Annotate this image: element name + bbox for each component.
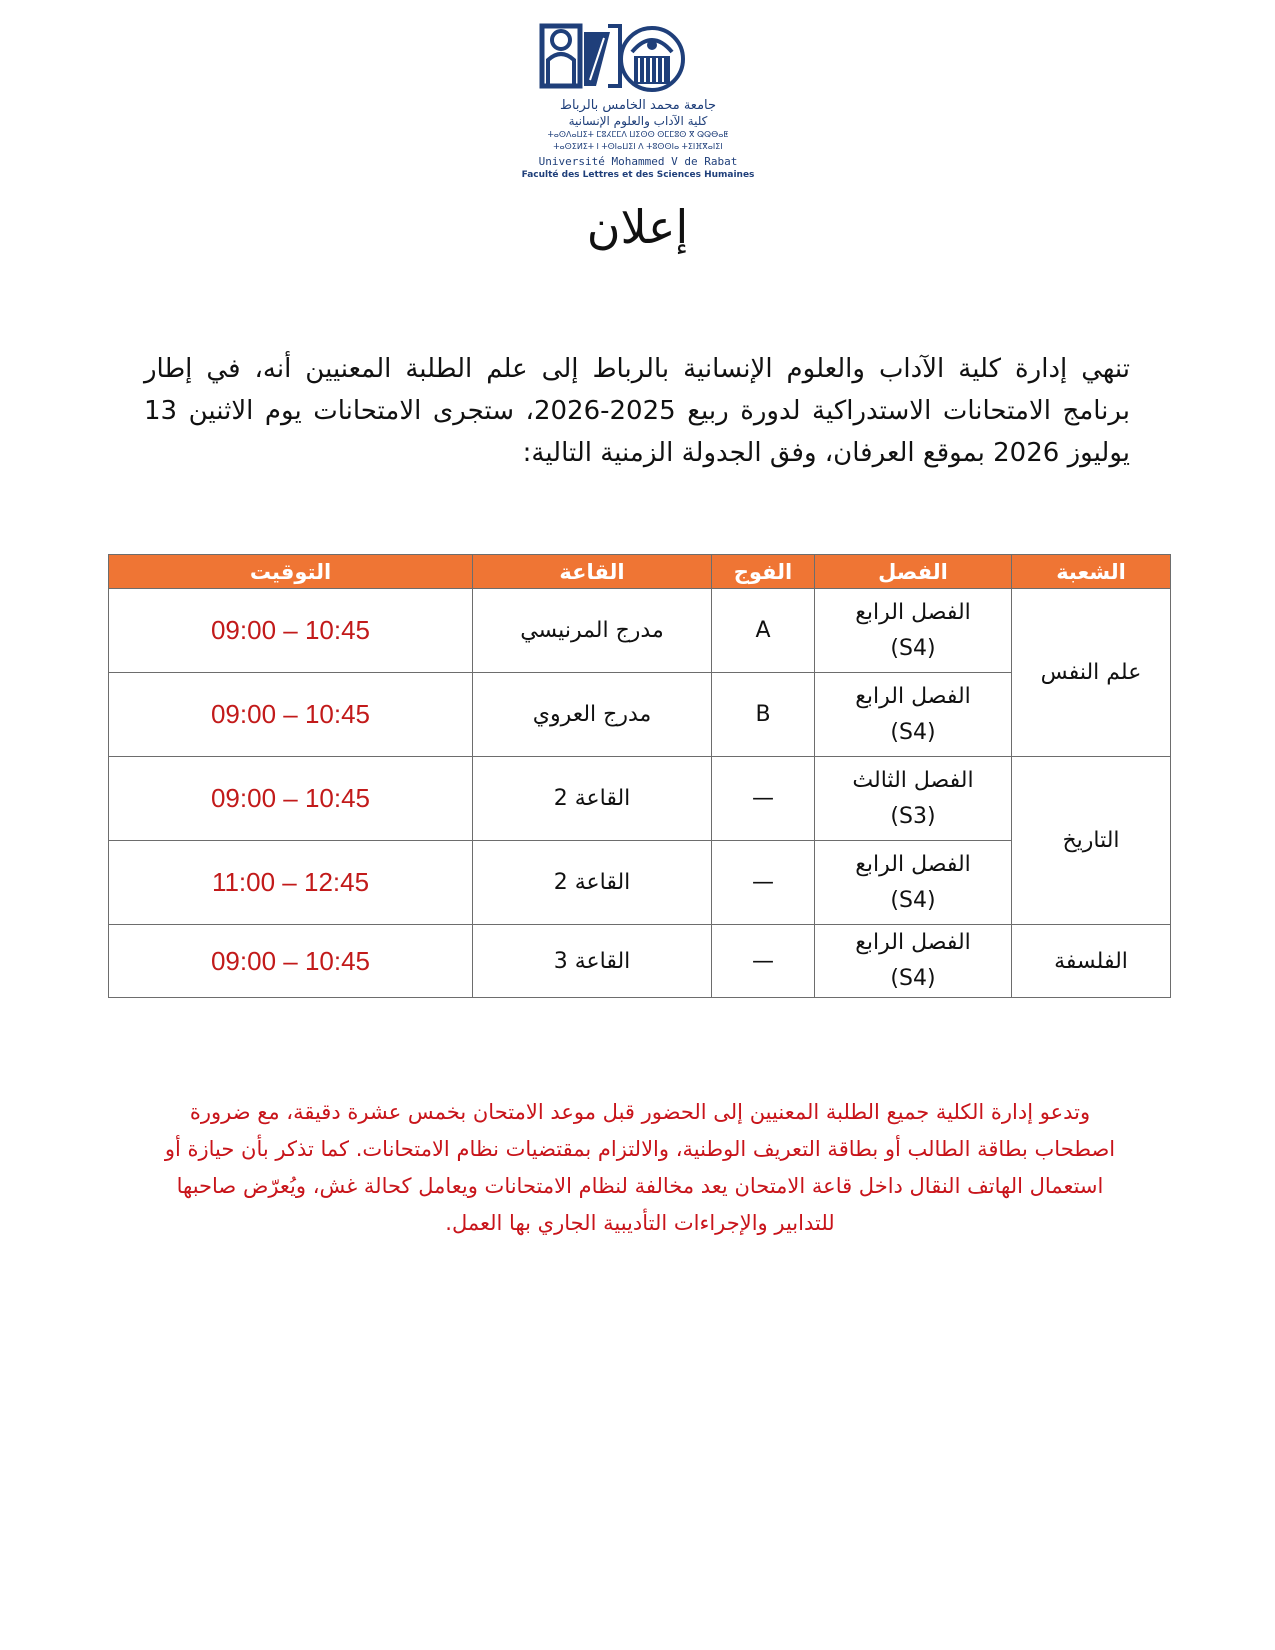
- time-cell: 09:00 – 10:45: [109, 925, 473, 998]
- notice-paragraph: وتدعو إدارة الكلية جميع الطلبة المعنيين إلى الحضور قبل موعد الامتحان بخمس عشرة دقيقة، مع ضرورة اصطحاب بطاقة الطالب أو بطاقة التعريف الوطنية، والالتزام بمقتضيات نظام الامتحانات. كما تذكر بأن حيازة أو استعمال الهاتف النقال داخل قاعة الامتحان يعد مخالفة لنظام الامتحانات ويعامل كحالة غش، ويُعرّض صاحبها للتدابير والإجراءات التأديبية الجاري بها العمل.: [164, 1100, 1116, 1235]
- hall-cell: القاعة 2: [473, 757, 712, 841]
- semester-label: الفصل الثالث: [852, 767, 974, 793]
- header-group: الفوج: [712, 555, 815, 589]
- table-header-row: [109, 555, 1171, 589]
- hall-cell: القاعة 3: [473, 925, 712, 998]
- logo-name-arabic-1: جامعة محمد الخامس بالرباط: [559, 98, 717, 113]
- header-branch: الشعبة: [1012, 555, 1171, 589]
- hall-cell: القاعة 2: [473, 841, 712, 925]
- logo-name-french-1: Université Mohammed V de Rabat: [538, 155, 738, 168]
- semester-code: (S4): [890, 887, 936, 913]
- semester-cell: [815, 589, 1012, 673]
- header-hall: القاعة: [473, 555, 712, 589]
- branch-cell: علم النفس: [1012, 589, 1171, 757]
- table-row: [109, 589, 1171, 673]
- table-row: [109, 841, 1171, 925]
- logo-name-french-2: Faculté des Lettres et des Sciences Humaines: [521, 170, 755, 180]
- group-cell: —: [712, 841, 815, 925]
- header-time: التوقيت: [109, 555, 473, 589]
- semester-cell: [815, 841, 1012, 925]
- header-semester: الفصل: [815, 555, 1012, 589]
- time-cell: 09:00 – 10:45: [109, 589, 473, 673]
- logo-name-tifinagh-2: ⵜⴰⵙⵉⵍⵉⵜ ⵏ ⵜⵙⵏⴰⵡⵉⵏ ⴷ ⵜⵓⵙⵙⵏⴰ ⵜⵉⵏⴼⴳⴰⵏⵉⵏ: [553, 142, 723, 151]
- semester-cell: [815, 757, 1012, 841]
- semester-code: (S4): [890, 719, 936, 745]
- semester-cell: [815, 925, 1012, 998]
- semester-code: (S4): [890, 966, 936, 991]
- faculty-logo: [520, 22, 756, 182]
- logo-name-arabic-2: كلية الآداب والعلوم الإنسانية: [568, 114, 708, 128]
- exam-schedule-table: [108, 554, 1171, 998]
- table-row: [109, 673, 1171, 757]
- branch-cell: التاريخ: [1012, 757, 1171, 925]
- page-title: إعلان: [586, 200, 689, 254]
- semester-label: الفصل الرابع: [855, 930, 971, 955]
- semester-cell: [815, 673, 1012, 757]
- group-cell: B: [712, 673, 815, 757]
- time-cell: 09:00 – 10:45: [109, 673, 473, 757]
- intro-paragraph: تنهي إدارة كلية الآداب والعلوم الإنسانية بالرباط إلى علم الطلبة المعنيين أنه، في إطار برنامج الامتحانات الاستدراكية لدورة ربيع 2025-2026، ستجرى الامتحانات يوم الاثنين 13 يوليوز 2026 بموقع العرفان، وفق الجدولة الزمنية التالية:: [144, 354, 1130, 468]
- hall-cell: مدرج المرنيسي: [473, 589, 712, 673]
- hall-cell: مدرج العروي: [473, 673, 712, 757]
- semester-label: الفصل الرابع: [855, 683, 971, 709]
- logo-name-tifinagh-1: ⵜⴰⵙⴷⴰⵡⵉⵜ ⵎⵓⵃⵎⵎⴷ ⵡⵉⵙⵙ ⵙⵎⵎⵓⵙ ⴳ ⵕⵕⴱⴰⵟ: [547, 130, 729, 139]
- group-cell: —: [712, 925, 815, 998]
- semester-code: (S3): [890, 803, 936, 829]
- branch-cell: الفلسفة: [1012, 925, 1171, 998]
- table-row: [109, 925, 1171, 998]
- semester-label: الفصل الرابع: [855, 851, 971, 877]
- semester-code: (S4): [890, 635, 936, 661]
- group-cell: A: [712, 589, 815, 673]
- faculty-emblem-icon: [520, 22, 756, 97]
- table-row: [109, 757, 1171, 841]
- time-cell: 11:00 – 12:45: [109, 841, 473, 925]
- group-cell: —: [712, 757, 815, 841]
- time-cell: 09:00 – 10:45: [109, 757, 473, 841]
- semester-label: الفصل الرابع: [855, 599, 971, 625]
